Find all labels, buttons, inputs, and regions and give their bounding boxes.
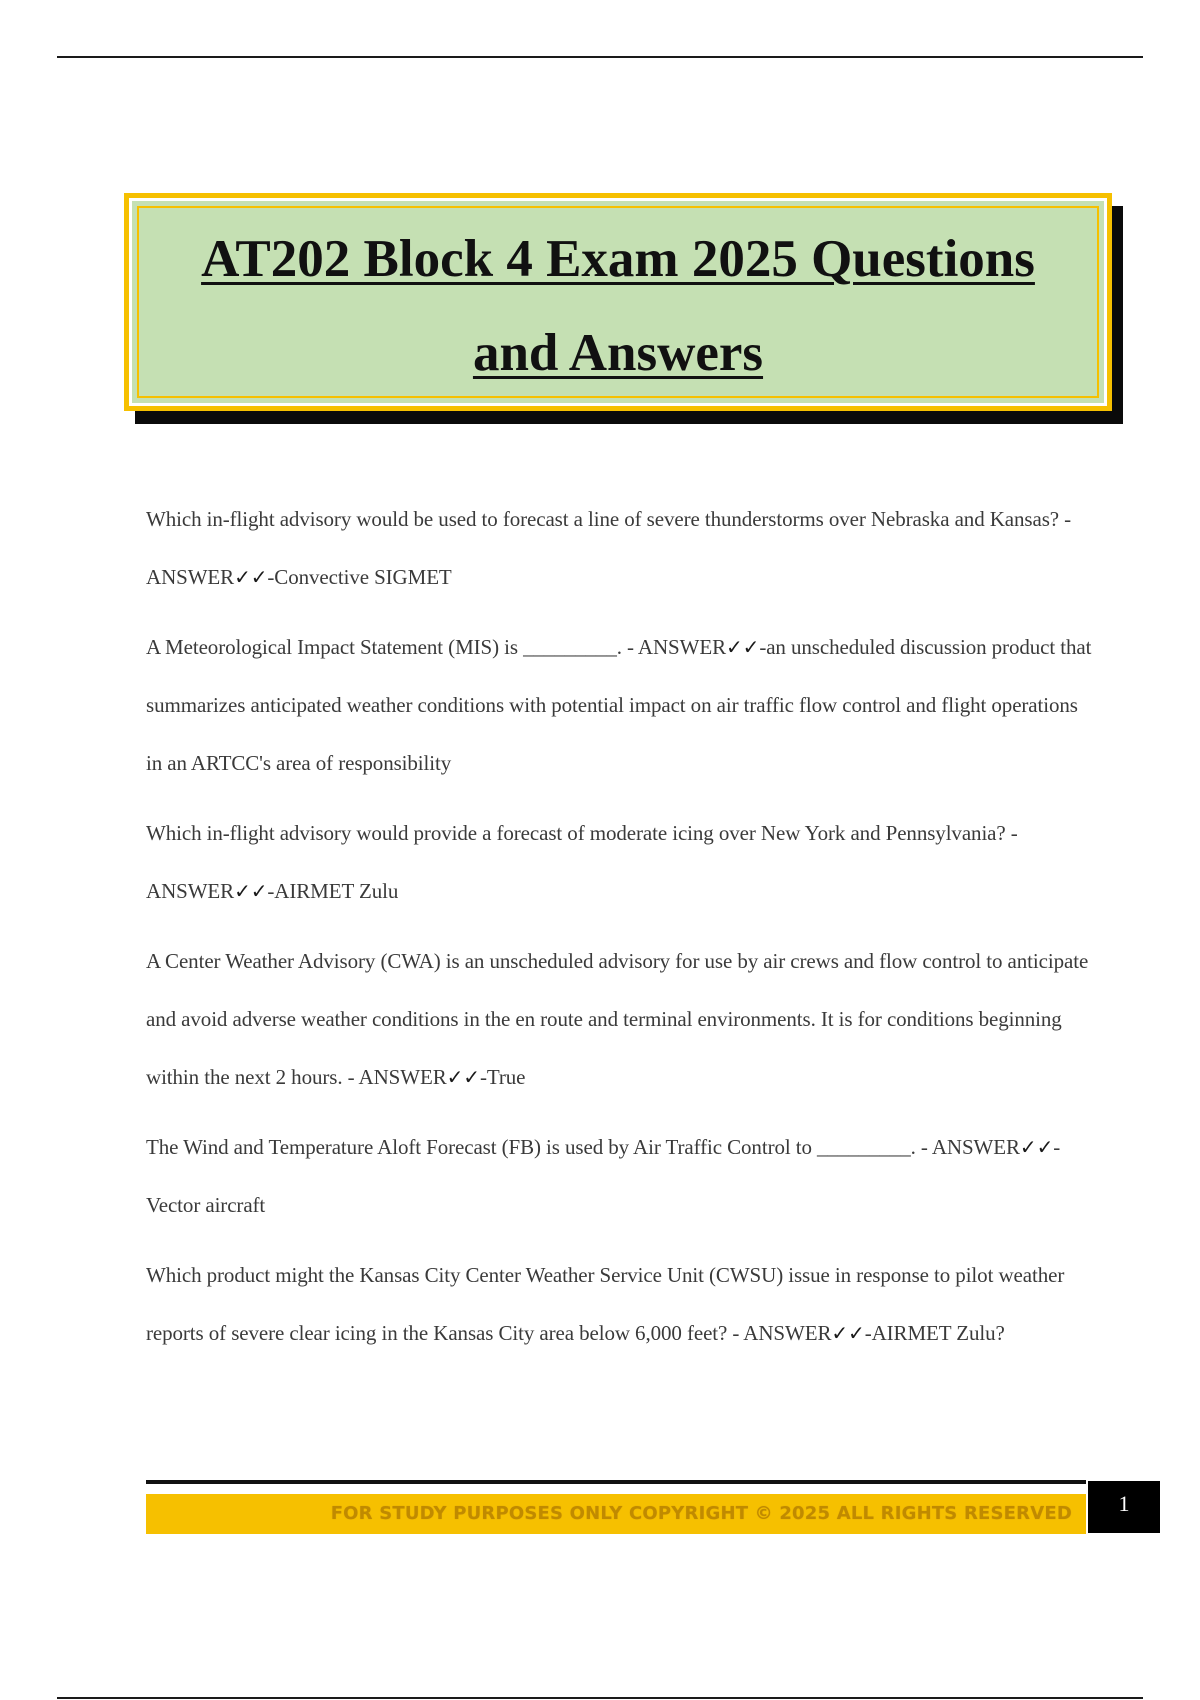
answer-text: -AIRMET Zulu [267, 879, 399, 903]
page-number: 1 [1088, 1481, 1160, 1533]
qa-item [146, 932, 1096, 1106]
answer-text: -Convective SIGMET [267, 565, 452, 589]
qa-item [146, 618, 1096, 792]
question-text: A Meteorological Impact Statement (MIS) is _________. - [146, 635, 638, 659]
answer-label: ANSWER [358, 1065, 447, 1089]
question-text: The Wind and Temperature Aloft Forecast (FB) is used by Air Traffic Control to _________. - [146, 1135, 932, 1159]
answer-label: ANSWER [637, 635, 726, 659]
footer-copyright: FOR STUDY PURPOSES ONLY COPYRIGHT © 2025 ALL RIGHTS RESERVED [330, 1503, 1072, 1524]
qa-item [146, 1118, 1096, 1234]
top-rule [57, 56, 1143, 58]
title-line-1: AT202 Block 4 Exam 2025 Questions [201, 230, 1035, 288]
question-text: Which product might the Kansas City Center Weather Service Unit (CWSU) issue in response to pilot weather reports of severe clear icing in the Kansas City area below 6,000 feet? - [146, 1263, 1065, 1345]
qa-list [146, 490, 1096, 1374]
title-box [124, 193, 1112, 411]
question-text: A Center Weather Advisory (CWA) is an unscheduled advisory for use by air crews and flow control to anticipate and avoid adverse weather conditions in the en route and terminal environments. It is for conditions beginning within the next 2 hours. - [146, 949, 1089, 1089]
check-icon: ✓✓ [234, 565, 268, 589]
check-icon: ✓✓ [725, 635, 760, 659]
question-text: Which in-flight advisory would be used to forecast a line of severe thunderstorms over Nebraska and Kansas? - [146, 507, 1072, 531]
title-line-2: and Answers [472, 324, 764, 382]
answer-text: -True [479, 1065, 526, 1089]
qa-item [146, 490, 1096, 606]
qa-item [146, 804, 1096, 920]
question-text: Which in-flight advisory would provide a forecast of moderate icing over New York and Pennsylvania? - [146, 821, 1018, 845]
check-icon: ✓✓ [1019, 1135, 1054, 1159]
footer-rule [146, 1480, 1086, 1484]
answer-text: -AIRMET Zulu? [864, 1321, 1005, 1345]
answer-text: -an unscheduled discussion product that summarizes anticipated weather conditions with potential impact on air traffic flow control and flight operations in an ARTCC's area of responsibility [146, 635, 1092, 775]
check-icon: ✓✓ [831, 1321, 865, 1345]
document-title [149, 212, 1087, 400]
answer-text: -Vector aircraft [146, 1135, 1061, 1217]
answer-label: ANSWER [146, 879, 235, 903]
bottom-rule [57, 1697, 1143, 1699]
check-icon: ✓✓ [446, 1065, 480, 1089]
check-icon: ✓✓ [234, 879, 268, 903]
qa-item [146, 1246, 1096, 1362]
answer-label: ANSWER [743, 1321, 832, 1345]
answer-label: ANSWER [931, 1135, 1020, 1159]
answer-label: ANSWER [146, 565, 235, 589]
footer-bar [146, 1494, 1086, 1534]
